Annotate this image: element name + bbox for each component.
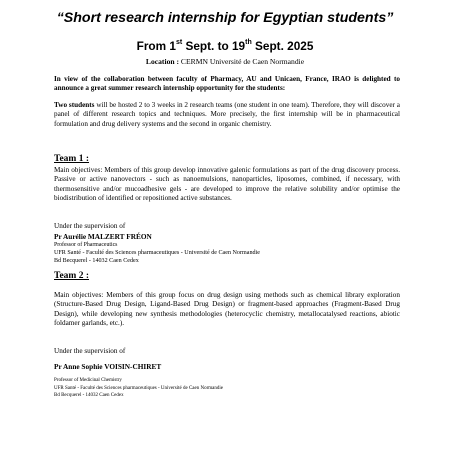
team1-heading: Team 1 : (54, 154, 90, 164)
team2-address-line2: Bd Becquerel - 14032 Caen Cedex (54, 392, 124, 398)
hosting-paragraph (54, 101, 400, 129)
team2-objectives: Main objectives: Members of this group focus on drug design using methods such as chemical library exploration (Structure-Based Drug Design, Ligand-Based Drug Design) or fragment-based approaches (Fragment-Based Drug Design), while developing new synthesis methodologies (heterocyclic chemistry, metallocatalysed reactions, abiotic foldamer garlands, etc.). (54, 291, 400, 327)
intro-paragraph: In view of the collaboration between faculty of Pharmacy, AU and Unicaen, France, IRAO is delighted to announce a great summer research internship opportunity for the students: (54, 75, 400, 93)
location-label: Location : (145, 57, 180, 66)
team2-address-line1: UFR Santé - Faculté des Sciences pharmaceutiques - Université de Caen Normandie (54, 386, 223, 391)
team1-supervisor-name: Pr Aurélie MALZERT FRÉON (54, 232, 152, 241)
team2-supervisor-role: Professor of Medicinal Chemistry (54, 378, 122, 383)
team2-address (54, 386, 400, 400)
team1-address (54, 250, 400, 266)
dates-prefix: From 1 (136, 39, 176, 53)
team1-supervision: Under the supervision of (54, 222, 126, 230)
page-title: “Short research internship for Egyptian students” (56, 10, 394, 26)
team1-address-line1: UFR Santé - Faculté des Sciences pharmaceutiques - Université de Caen Normandie (54, 250, 260, 256)
dates-middle: Sept. to 19 (182, 39, 246, 53)
location-value: CERMN Université de Caen Normandie (179, 57, 305, 66)
team1-objectives: Main objectives: Members of this group develop innovative galenic formulations as part of the drug discovery process. Passive or active nanovectors - such as nanoemulsions, nanoparticles, liposomes, combined, if necessary, with thermosensitive and/or mucoadhesive gels - are developed to improve the relative solubility and/or optimise the biodistribution of identified or repositioned active substances. (54, 166, 400, 202)
team2-supervisor-name: Pr Anne Sophie VOISIN-CHIRET (54, 362, 162, 371)
team1-address-line2: Bd Becquerel - 14032 Caen Cedex (54, 257, 139, 264)
hosting-bold: Two students (54, 101, 95, 109)
dates-sup-2: th (245, 39, 252, 47)
dates-sup-1: st (175, 39, 183, 47)
location-line (0, 57, 450, 66)
hosting-text: will be hosted 2 to 3 weeks in 2 research teams (one student in one team). Therefore, they will discover a panel of different research topics and techniques. More precisely, the first internship will be in pharmaceutical formulation and drug delivery systems and the second in organic chemistry. (54, 101, 400, 128)
team1-supervisor-role: Professor of Pharmaceutics (54, 242, 118, 248)
internship-dates (0, 39, 450, 53)
team2-heading: Team 2 : (54, 271, 90, 281)
dates-suffix: Sept. 2025 (251, 39, 314, 53)
team2-supervision: Under the supervision of (54, 347, 126, 355)
